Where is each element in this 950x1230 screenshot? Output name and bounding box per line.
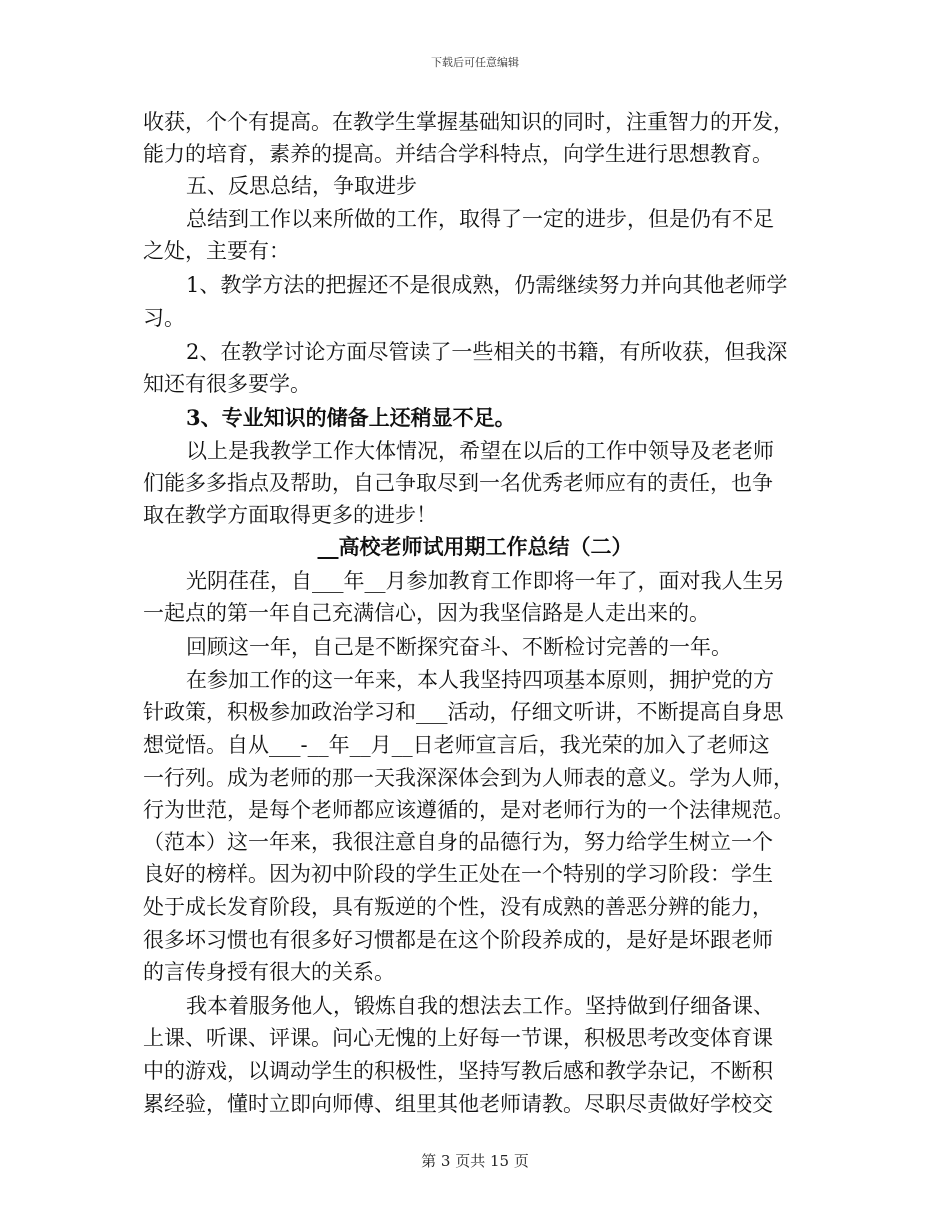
text-line: 一行列。成为老师的那一天我深深体会到为人师表的意义。学为人师， bbox=[143, 766, 794, 790]
text-line: 能力的培育，素养的提高。并结合学科特点，向学生进行思想教育。 bbox=[143, 142, 773, 166]
text-line: 上课、听课、评课。问心无愧的上好每一节课，积极思考改变体育课 bbox=[143, 1026, 773, 1050]
text-line: 累经验，懂时立即向师傅、组里其他老师请教。尽职尽责做好学校交 bbox=[143, 1092, 773, 1116]
text-line: 之处，主要有： bbox=[143, 239, 290, 263]
text-line: 取在教学方面取得更多的进步！ bbox=[143, 503, 437, 527]
text-line: 我本着服务他人，锻炼自我的想法去工作。坚持做到仔细备课、 bbox=[186, 994, 774, 1018]
page-footer: 第 3 页共 15 页 bbox=[421, 1152, 529, 1170]
text-line: 回顾这一年，自己是不断探究奋斗、不断检讨完善的一年。 bbox=[186, 635, 732, 659]
text-line: 收获，个个有提高。在教学生掌握基础知识的同时，注重智力的开发， bbox=[143, 110, 794, 134]
text-line: （范本）这一年来，我很注意自身的品德行为，努力给学生树立一个 bbox=[143, 830, 773, 854]
text-line: 1、教学方法的把握还不是很成熟，仍需继续努力并向其他老师学 bbox=[186, 273, 788, 297]
text-line: 们能多多指点及帮助，自己争取尽到一名优秀老师应有的责任，也争 bbox=[143, 471, 773, 495]
text-line: 2、在教学讨论方面尽管读了一些相关的书籍，有所收获，但我深 bbox=[186, 340, 788, 364]
text-line: 习。 bbox=[143, 306, 185, 330]
text-line: 想觉悟。自从___-__年__月__日老师宣言后，我光荣的加入了老师这 bbox=[143, 733, 770, 757]
text-line: 的言传身授有很大的关系。 bbox=[143, 960, 395, 984]
text-line: 以上是我教学工作大体情况，希望在以后的工作中领导及老老师 bbox=[186, 439, 774, 463]
text-line: 在参加工作的这一年来，本人我坚持四项基本原则，拥护党的方 bbox=[186, 668, 774, 692]
text-line: 知还有很多要学。 bbox=[143, 372, 311, 396]
section-heading: 五、反思总结，争取进步 bbox=[186, 174, 417, 198]
text-line: 中的游戏，以调动学生的积极性，坚持写教后感和教学杂记，不断积 bbox=[143, 1059, 773, 1083]
section-title: __高校老师试用期工作总结（二） bbox=[317, 534, 633, 559]
text-line: 很多坏习惯也有很多好习惯都是在这个阶段养成的，是好是坏跟老师 bbox=[143, 928, 773, 952]
text-line: 良好的榜样。因为初中阶段的学生正处在一个特别的学习阶段：学生 bbox=[143, 862, 773, 886]
text-line: 一起点的第一年自己充满信心，因为我坚信路是人走出来的。 bbox=[143, 601, 710, 625]
text-line-bold: 3、专业知识的储备上还稍显不足。 bbox=[186, 405, 516, 430]
text-line: 行为世范，是每个老师都应该遵循的，是对老师行为的一个法律规范。 bbox=[143, 798, 794, 822]
text-line: 处于成长发育阶段，具有叛逆的个性，没有成熟的善恶分辨的能力， bbox=[143, 895, 773, 919]
text-line: 光阴荏荏，自___年__月参加教育工作即将一年了，面对我人生另 bbox=[186, 569, 785, 593]
text-line: 针政策，积极参加政治学习和___活动，仔细文听讲，不断提高自身思 bbox=[143, 700, 784, 724]
text-line: 总结到工作以来所做的工作，取得了一定的进步，但是仍有不足 bbox=[186, 207, 774, 231]
page-header: 下载后可任意编辑 bbox=[431, 56, 519, 69]
